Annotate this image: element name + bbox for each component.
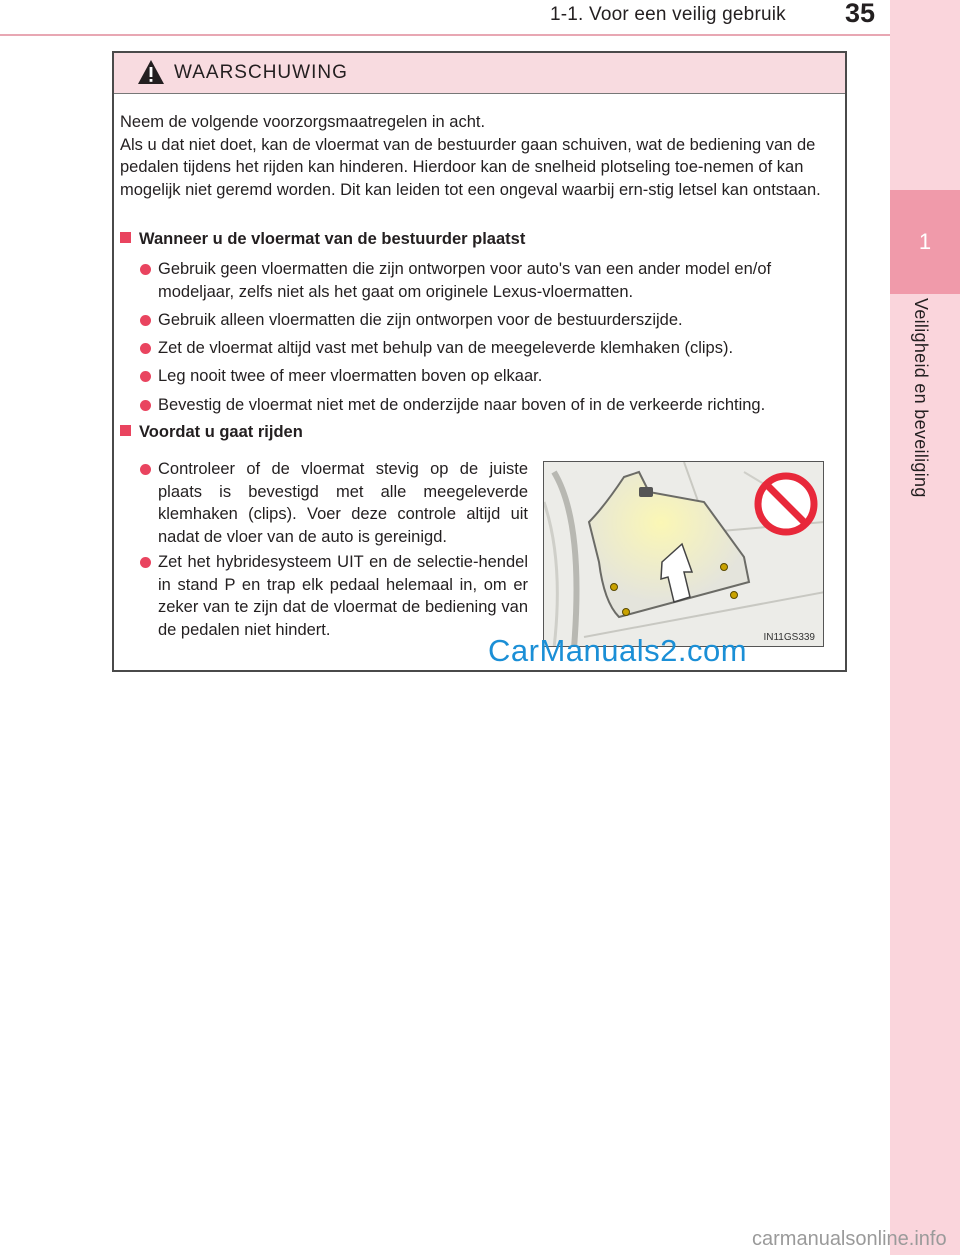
bullet-dot-icon <box>140 557 151 568</box>
list-item <box>138 337 843 360</box>
page-number: 35 <box>845 0 876 28</box>
list-item <box>138 551 528 641</box>
warning-header <box>114 53 845 94</box>
warning-intro <box>120 111 840 201</box>
section-heading <box>120 423 303 442</box>
list-item <box>138 309 843 332</box>
section-heading-text: Wanneer u de vloermat van de bestuurder plaatst <box>139 230 526 248</box>
floor-mat-illustration <box>543 461 824 647</box>
sidebar-tab <box>890 0 960 1255</box>
illustration-code: IN11GS339 <box>763 632 815 643</box>
square-bullet-icon <box>120 232 131 243</box>
section-heading <box>120 230 525 249</box>
bullet-dot-icon <box>140 315 151 326</box>
watermark-carmanualsonline: carmanualsonline.info <box>752 1228 947 1250</box>
list-item <box>138 458 528 548</box>
bullet-dot-icon <box>140 264 151 275</box>
list-item-text: Zet het hybridesysteem UIT en de selectie-hendel in stand P en trap elk pedaal helemaal in, om er zeker van te zijn dat de vloermat de bediening van de pedalen niet hindert. <box>158 553 528 639</box>
bullet-dot-icon <box>140 400 151 411</box>
prohibited-icon <box>758 476 814 532</box>
bullet-dot-icon <box>140 343 151 354</box>
floor-mat-drawing <box>544 462 824 647</box>
list-item-text: Gebruik alleen vloermatten die zijn ontworpen voor de bestuurderszijde. <box>158 311 683 329</box>
list-item <box>138 394 843 417</box>
section-heading-text: Voordat u gaat rijden <box>139 423 303 441</box>
list-item <box>138 365 843 388</box>
chapter-tab[interactable] <box>890 190 960 294</box>
warning-title: WAARSCHUWING <box>174 62 348 83</box>
intro-paragraph: Als u dat niet doet, kan de vloermat van de bestuurder gaan schuiven, wat de bediening van de pedalen tijdens het rijden kan hinderen. Hierdoor kan de snelheid plotseling toe-nemen of kan mogelijk niet geremd worden. Dit kan leiden tot een ongeval waarbij ern-stig letsel kan ontstaan. <box>120 135 821 199</box>
square-bullet-icon <box>120 425 131 436</box>
list-item-text: Zet de vloermat altijd vast met behulp van de meegeleverde klemhaken (clips). <box>158 339 734 357</box>
chapter-label: Veiligheid en beveiliging <box>911 298 931 498</box>
bullet-dot-icon <box>140 464 151 475</box>
bullet-dot-icon <box>140 371 151 382</box>
intro-line: Neem de volgende voorzorgsmaatregelen in acht. <box>120 113 486 131</box>
watermark-carmanuals: CarManuals2.com <box>488 633 748 668</box>
warning-box <box>112 51 847 672</box>
warning-triangle-icon <box>136 58 166 86</box>
list-item-text: Leg nooit twee of meer vloermatten boven op elkaar. <box>158 367 543 385</box>
header-title: 1-1. Voor een veilig gebruik <box>550 4 786 25</box>
list-item <box>138 258 843 303</box>
header-divider <box>0 34 890 36</box>
chapter-number: 1 <box>918 229 932 254</box>
list-item-text: Gebruik geen vloermatten die zijn ontworpen voor auto's van een ander model en/of modeljaar, zelfs niet als het gaat om originele Lexus-vloermatten. <box>158 260 772 301</box>
list-item-text: Bevestig de vloermat niet met de onderzijde naar boven of in de verkeerde richting. <box>158 396 766 414</box>
list-item-text: Controleer of de vloermat stevig op de juiste plaats is bevestigd met alle meegeleverde klemhaken (clips). Voer deze controle altijd uit nadat de vloer van de auto is gereinigd. <box>158 460 528 546</box>
